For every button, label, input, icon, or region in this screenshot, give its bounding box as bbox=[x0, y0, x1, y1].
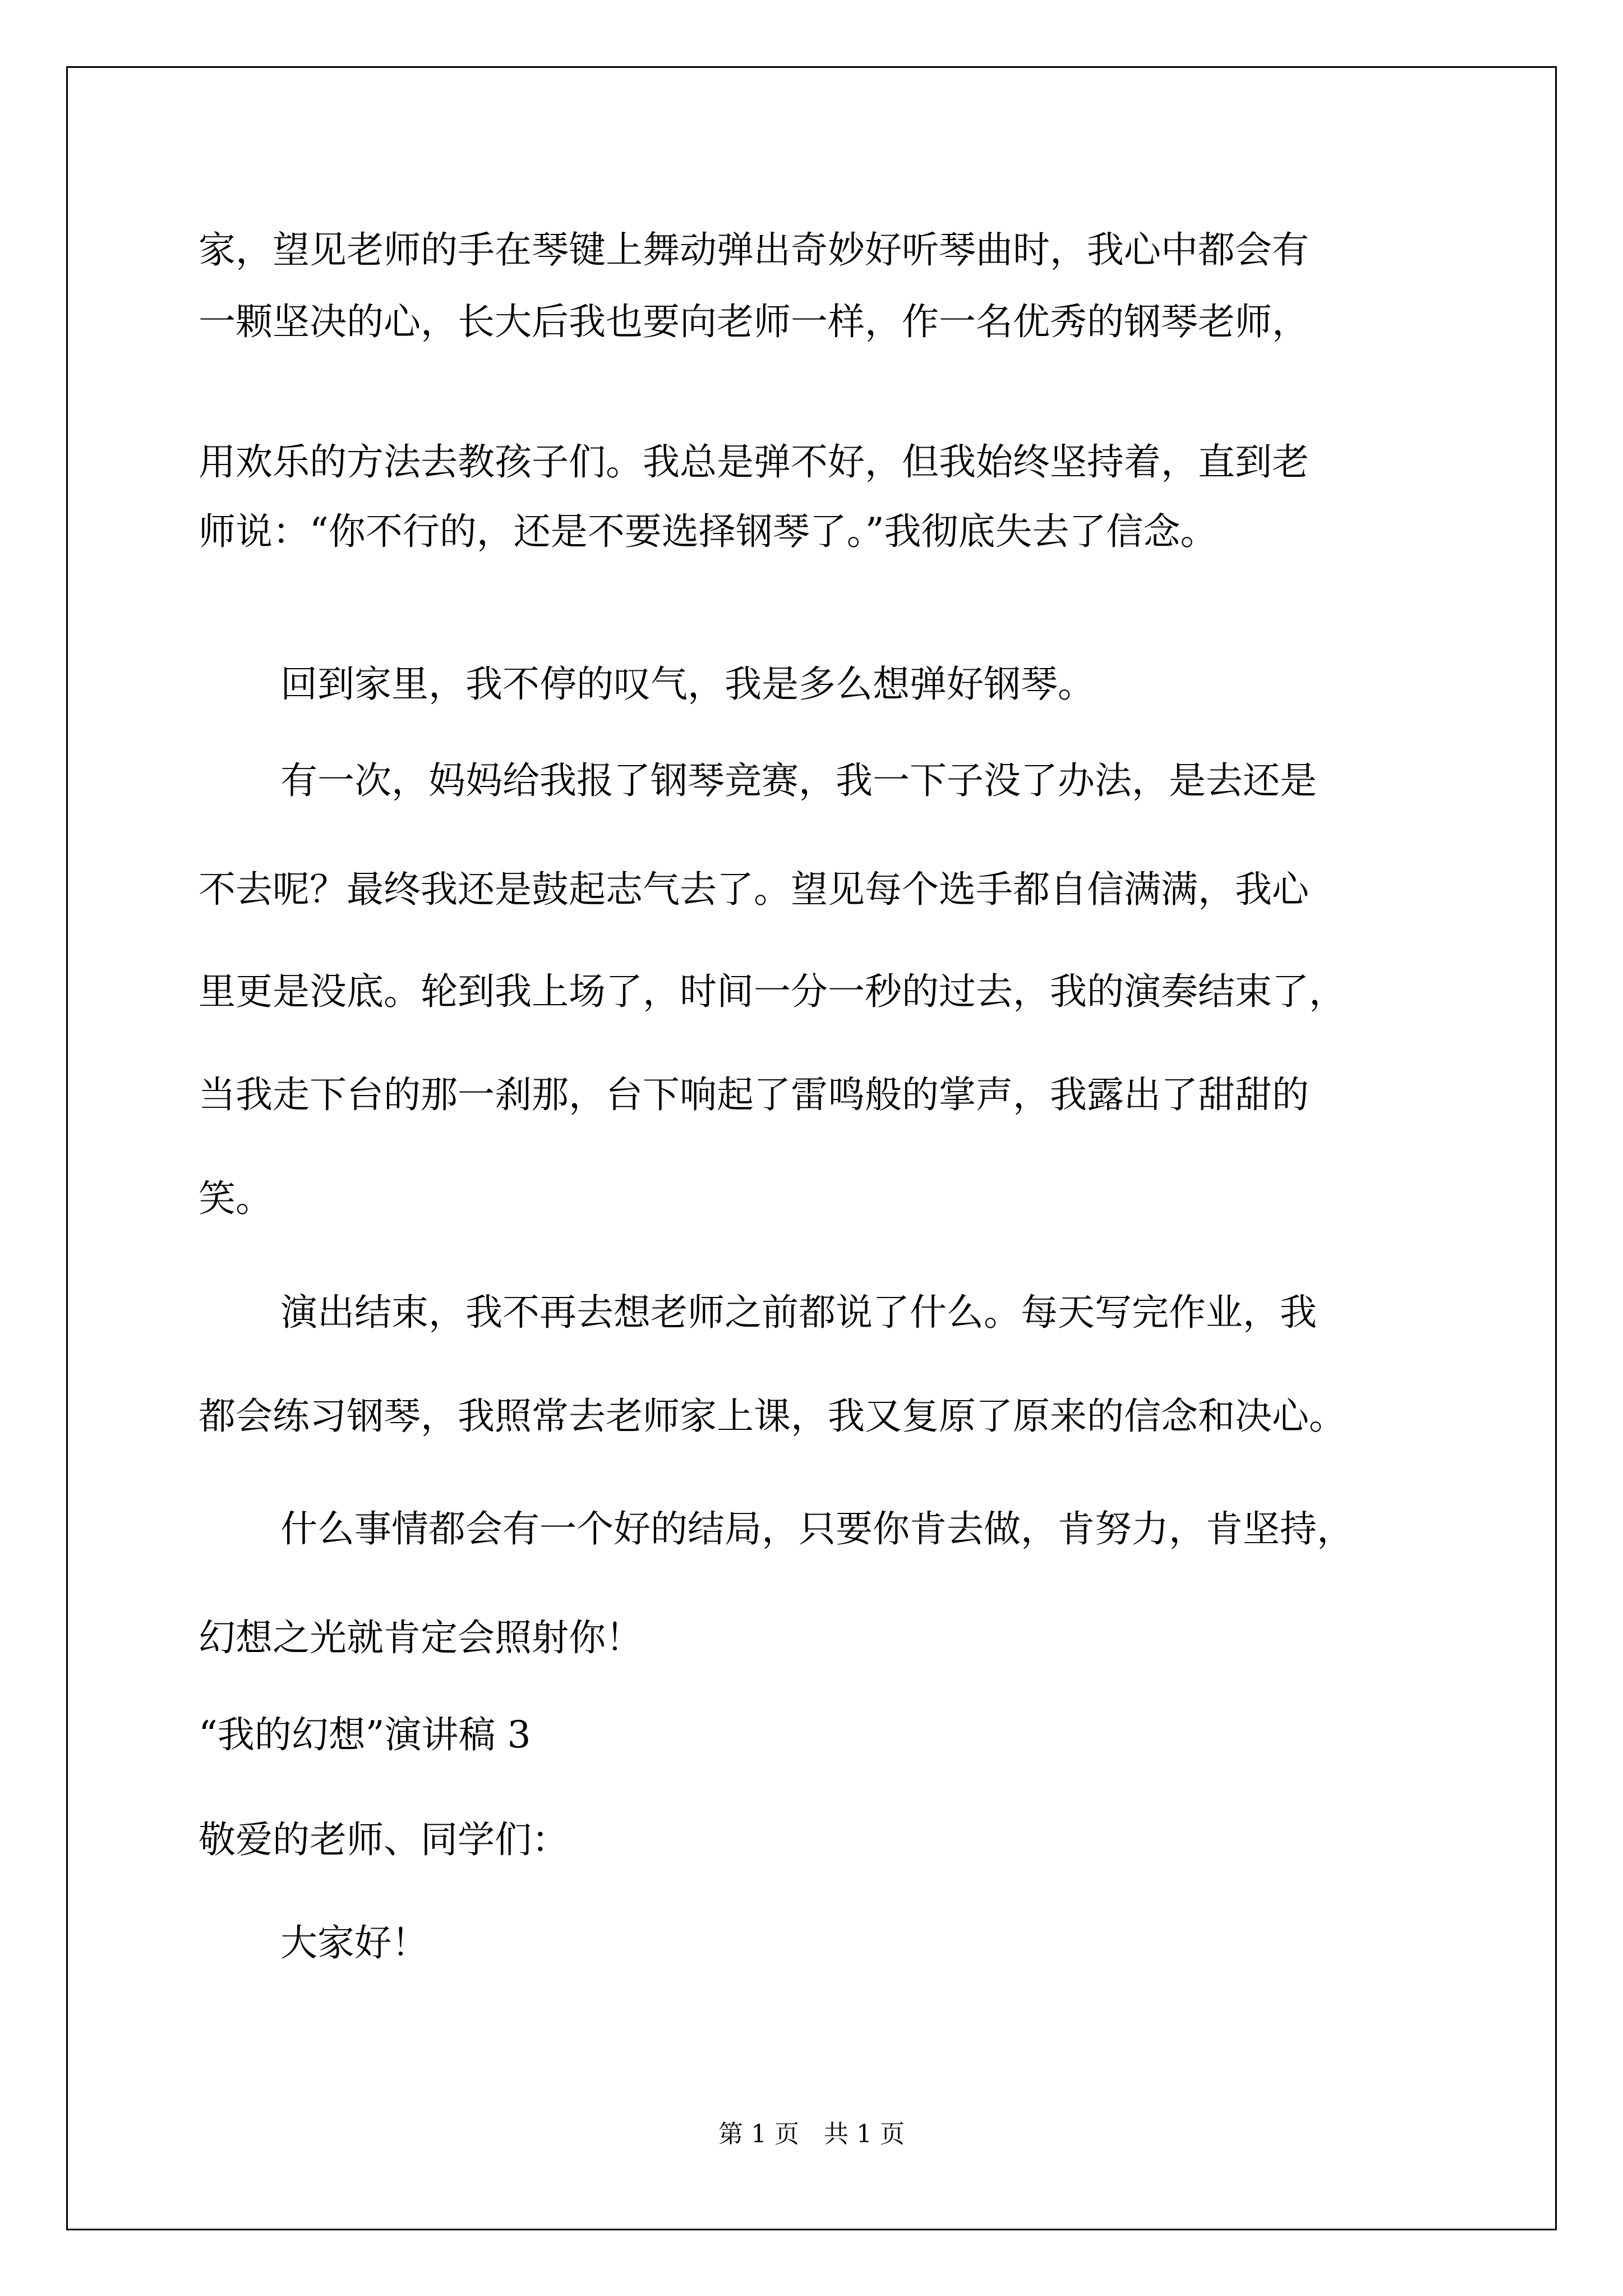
page-number-footer: 第 1 页 共 1 页 bbox=[718, 2120, 905, 2148]
text-line: 幻想之光就肯定会照射你！ bbox=[199, 1616, 643, 1659]
section-heading: “我的幻想”演讲稿 3 bbox=[199, 1713, 531, 1756]
text-line: 敬爱的老师、同学们： bbox=[199, 1818, 569, 1861]
text-line: 一颗坚决的心，长大后我也要向老师一样，作一名优秀的钢琴老师， bbox=[199, 300, 1309, 343]
text-line: 当我走下台的那一刹那，台下响起了雷鸣般的掌声，我露出了甜甜的 bbox=[199, 1073, 1309, 1116]
text-line: 回到家里，我不停的叹气，我是多么想弹好钢琴。 bbox=[280, 662, 1095, 706]
text-line: 有一次，妈妈给我报了钢琴竞赛，我一下子没了办法，是去还是 bbox=[280, 759, 1317, 802]
text-line: 什么事情都会有一个好的结局，只要你肯去做，肯努力，肯坚持， bbox=[280, 1507, 1354, 1550]
text-line: 都会练习钢琴，我照常去老师家上课，我又复原了原来的信念和决心。 bbox=[199, 1395, 1346, 1438]
text-line: 家，望见老师的手在琴键上舞动弹出奇妙好听琴曲时，我心中都会有 bbox=[199, 228, 1309, 272]
text-line: 大家好！ bbox=[280, 1921, 428, 1964]
text-line: 笑。 bbox=[199, 1177, 273, 1220]
text-line: 演出结束，我不再去想老师之前都说了什么。每天写完作业，我 bbox=[280, 1291, 1317, 1334]
text-line: 里更是没底。轮到我上场了，时间一分一秒的过去，我的演奏结束了， bbox=[199, 970, 1346, 1013]
text-line: 用欢乐的方法去教孩子们。我总是弹不好，但我始终坚持着，直到老 bbox=[199, 440, 1309, 484]
text-line: 师说：“你不行的，还是不要选择钢琴了。”我彻底失去了信念。 bbox=[199, 510, 1218, 553]
page-border bbox=[66, 66, 1557, 2230]
text-line: 不去呢？最终我还是鼓起志气去了。望见每个选手都自信满满，我心 bbox=[199, 868, 1309, 911]
